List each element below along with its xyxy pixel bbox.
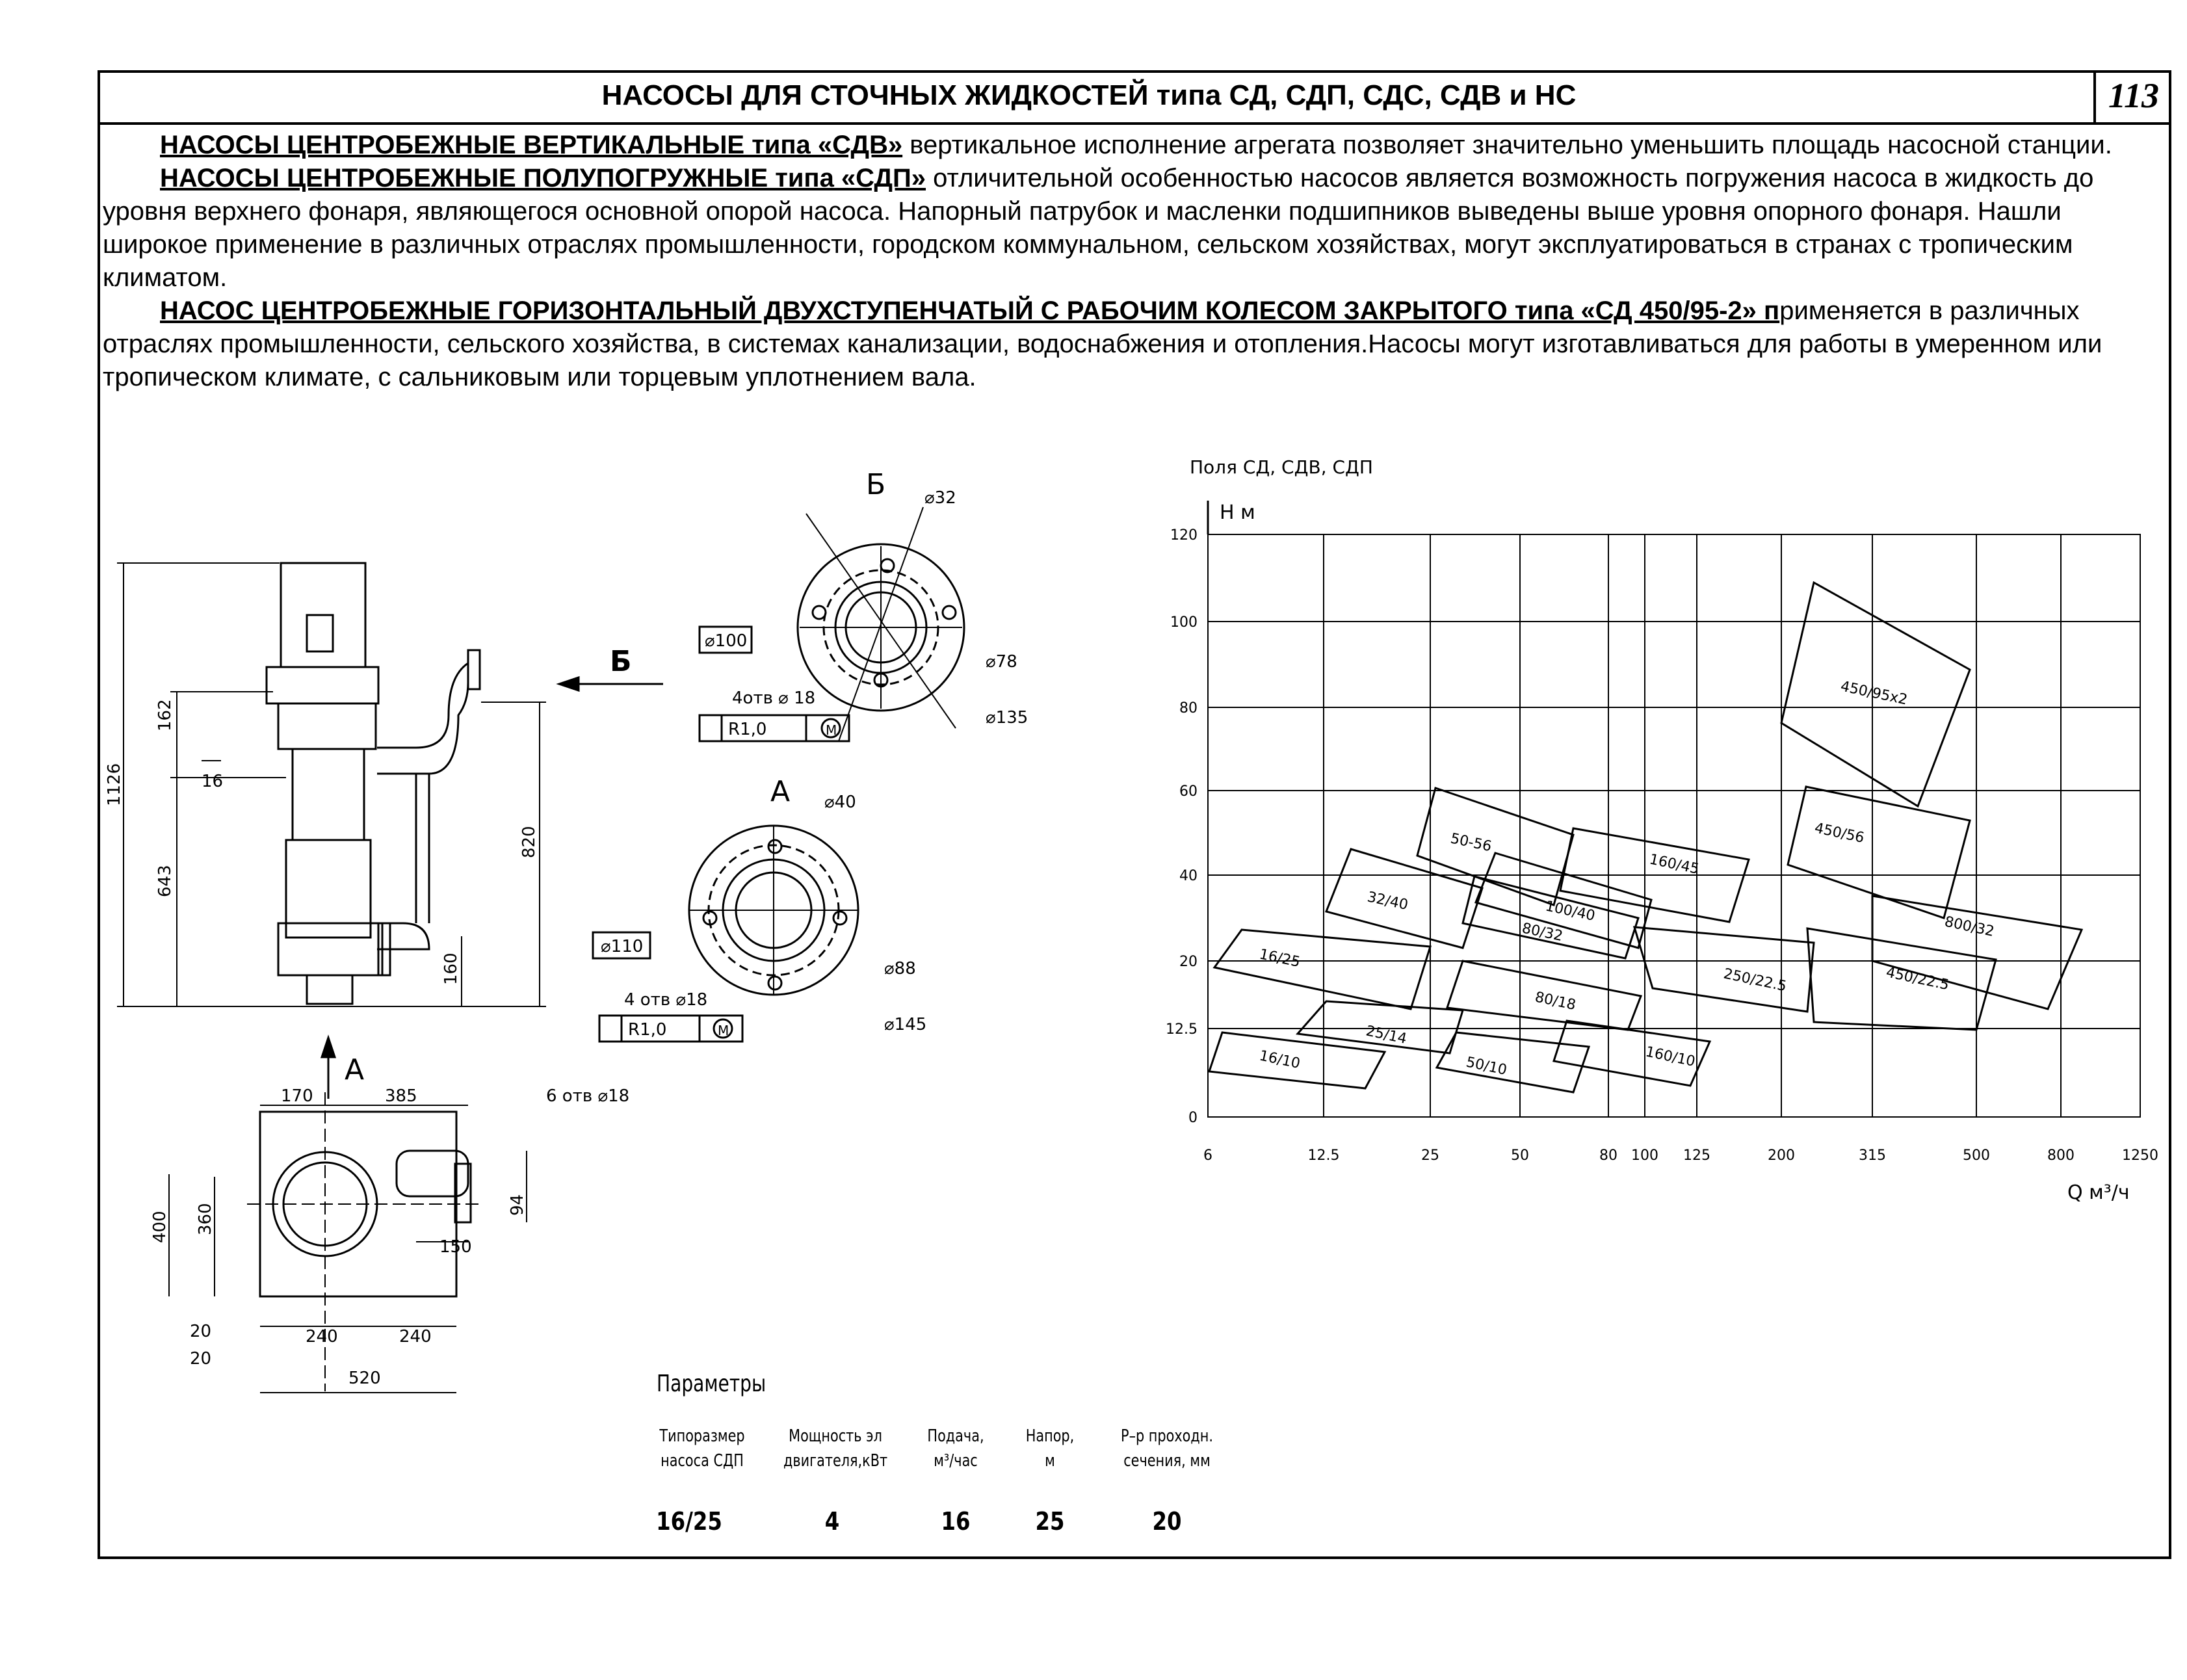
chart-x-tick: 80	[1599, 1148, 1617, 1164]
plan-dim-240b: 240	[399, 1327, 432, 1346]
params-header-passage: Р–р проходн. сечения, мм	[1121, 1426, 1213, 1471]
flange-a-d110: ⌀110	[601, 937, 644, 956]
chart-field-9	[1417, 788, 1573, 905]
chart-y-label: Н м	[1220, 501, 1255, 524]
plan-dim-240a: 240	[306, 1327, 338, 1346]
plan-holes: 6 отв ⌀18	[546, 1086, 630, 1106]
params-value-flow: 16	[941, 1507, 971, 1536]
chart-y-tick: 0	[1188, 1110, 1198, 1126]
chart-field-label: 250/22.5	[1722, 965, 1788, 995]
chart-field-label: 160/10	[1644, 1043, 1697, 1070]
chart-y-tick: 40	[1179, 868, 1198, 884]
page-number: 113	[2108, 76, 2160, 115]
params-value-power: 4	[824, 1507, 840, 1536]
chart-x-tick: 500	[1963, 1148, 1990, 1164]
chart-field-label: 800/32	[1943, 913, 1996, 940]
flange-a-m: M	[718, 1023, 729, 1038]
plan-dim-94: 94	[508, 1194, 527, 1216]
dim-820: 820	[519, 826, 539, 858]
chart-field-label: 80/18	[1533, 989, 1577, 1014]
chart-field-label: 100/40	[1543, 898, 1597, 925]
chart-field-label: 32/40	[1365, 889, 1409, 914]
page-title: НАСОСЫ ДЛЯ СТОЧНЫХ ЖИДКОСТЕЙ типа СД, СДП, СДС, СДВ и НС	[601, 79, 1577, 111]
dim-16: 16	[202, 772, 224, 791]
flange-b-tol: R1,0	[728, 720, 767, 739]
chart-field-label: 450/22.5	[1884, 964, 1951, 994]
flange-b-d100: ⌀100	[705, 631, 748, 651]
chart-x-tick: 1250	[2122, 1148, 2158, 1164]
params-header-flow: Подача, м³/час	[927, 1426, 984, 1471]
chart-field-2	[1788, 787, 1970, 918]
chart-field-label: 80/32	[1520, 920, 1564, 945]
flange-a-tol: R1,0	[628, 1020, 667, 1040]
chart-field-label: 50-56	[1448, 830, 1493, 856]
plan-dim-385: 385	[385, 1086, 417, 1106]
plan-dim-520: 520	[348, 1369, 381, 1388]
heading-sdp: НАСОСЫ ЦЕНТРОБЕЖНЫЕ ПОЛУПОГРУЖНЫЕ типа «СДП»	[160, 164, 926, 192]
paragraph-sdv: НАСОСЫ ЦЕНТРОБЕЖНЫЕ ВЕРТИКАЛЬНЫЕ типа «СДВ» вертикальное исполнение агрегата позволяет значительно уменьшить площадь насосной станции.	[160, 131, 2112, 159]
chart-x-tick: 125	[1683, 1148, 1710, 1164]
arrow-b-label: Б	[610, 645, 632, 678]
flange-a-d88: ⌀88	[884, 959, 916, 978]
dim-1126: 1126	[105, 763, 124, 806]
flange-b-d78: ⌀78	[986, 652, 1017, 672]
chart-ticks	[1166, 527, 2158, 1164]
params-header-size: Типоразмер насоса СДП	[659, 1426, 745, 1471]
paragraph-sd: НАСОС ЦЕНТРОБЕЖНЫЕ ГОРИЗОНТАЛЬНЫЙ ДВУХСТУПЕНЧАТЫЙ С РАБОЧИМ КОЛЕСОМ ЗАКРЫТОГО типа «СД 450/95-2» применяется в различных отраслях промышленности, сельского хозяйства, в системах канализации, водоснабжения и отопления.Насосы могут изготавливаться для работы в умеренном или тропическом климате, с сальниковым или торцевым уплотнением вала.	[103, 296, 2102, 391]
chart-field-label: 25/14	[1364, 1023, 1408, 1048]
chart-y-tick: 12.5	[1166, 1021, 1198, 1038]
chart-y-tick: 120	[1170, 527, 1198, 544]
chart-field-label: 450/56	[1813, 820, 1866, 847]
heading-sdv: НАСОСЫ ЦЕНТРОБЕЖНЫЕ ВЕРТИКАЛЬНЫЕ типа «СДВ»	[160, 131, 903, 159]
chart-x-tick: 800	[2047, 1148, 2075, 1164]
flange-b-m: M	[826, 722, 837, 738]
chart-field-label: 450/95x2	[1839, 678, 1909, 709]
chart-x-tick: 200	[1768, 1148, 1795, 1164]
chart-x-tick: 50	[1511, 1148, 1529, 1164]
dim-643: 643	[155, 865, 175, 897]
params-value-passage: 20	[1152, 1507, 1182, 1536]
chart-x-tick: 25	[1421, 1148, 1439, 1164]
chart-x-label: Q м³/ч	[2067, 1181, 2130, 1204]
plan-dim-20a: 20	[190, 1322, 212, 1341]
chart-x-tick: 100	[1631, 1148, 1658, 1164]
chart-grid	[1208, 501, 2140, 1117]
chart-y-tick: 80	[1179, 700, 1198, 716]
paragraph-sdp: НАСОСЫ ЦЕНТРОБЕЖНЫЕ ПОЛУПОГРУЖНЫЕ типа «СДП» отличительной особенностью насосов является возможность погружения насоса в жидкость до уровня верхнего фонаря, являющегося основной опорой насоса. Напорный патрубок и масленки подшипников выведены выше уровня опорного фонаря. Нашли широкое применение в различных отраслях промышленности, городском коммунальном, сельском хозяйствах, могут эксплуатироваться в странах с тропическим климатом.	[103, 164, 2094, 292]
chart-title: Поля СД, СДВ, СДП	[1190, 456, 1373, 478]
flange-a-d145: ⌀145	[884, 1015, 927, 1034]
flange-b-d32: ⌀32	[924, 488, 956, 508]
plan-dim-20b: 20	[190, 1349, 212, 1369]
chart-field-label: 16/10	[1257, 1047, 1302, 1073]
plan-dim-170: 170	[281, 1086, 313, 1106]
flange-b-holes: 4отв ⌀ 18	[732, 689, 816, 708]
params-header-head: Напор, м	[1025, 1426, 1075, 1471]
plan-dim-360: 360	[196, 1203, 215, 1235]
plan-dim-400: 400	[150, 1211, 170, 1243]
chart-y-tick: 60	[1179, 783, 1198, 800]
view-b-label: Б	[866, 468, 886, 501]
plan-dim-150: 150	[439, 1237, 472, 1257]
chart-x-tick: 12.5	[1307, 1148, 1340, 1164]
flange-a-d40: ⌀40	[824, 793, 856, 812]
dim-162: 162	[155, 699, 175, 731]
params-value-size: 16/25	[656, 1507, 722, 1536]
chart-field-label: 160/45	[1647, 851, 1701, 878]
chart-y-tick: 100	[1170, 614, 1198, 631]
params-value-head: 25	[1035, 1507, 1065, 1536]
chart-y-tick: 20	[1179, 954, 1198, 970]
chart-field-11	[1214, 930, 1430, 1009]
arrow-a-label: А	[345, 1053, 365, 1086]
view-a-label: А	[770, 775, 791, 808]
flange-a-holes: 4 отв ⌀18	[624, 990, 708, 1010]
heading-sd: НАСОС ЦЕНТРОБЕЖНЫЕ ГОРИЗОНТАЛЬНЫЙ ДВУХСТУПЕНЧАТЫЙ С РАБОЧИМ КОЛЕСОМ ЗАКРЫТОГО типа «СД 450/95-2» п	[160, 296, 1780, 325]
dim-160: 160	[441, 952, 461, 985]
chart-field-label: 50/10	[1464, 1054, 1508, 1079]
params-title: Параметры	[657, 1371, 766, 1397]
chart-x-tick: 6	[1203, 1148, 1212, 1164]
chart-x-tick: 315	[1859, 1148, 1886, 1164]
flange-b-d135: ⌀135	[986, 708, 1028, 728]
params-header-power: Мощность эл двигателя,кВт	[783, 1426, 888, 1471]
chart-field-label: 16/25	[1257, 946, 1302, 971]
